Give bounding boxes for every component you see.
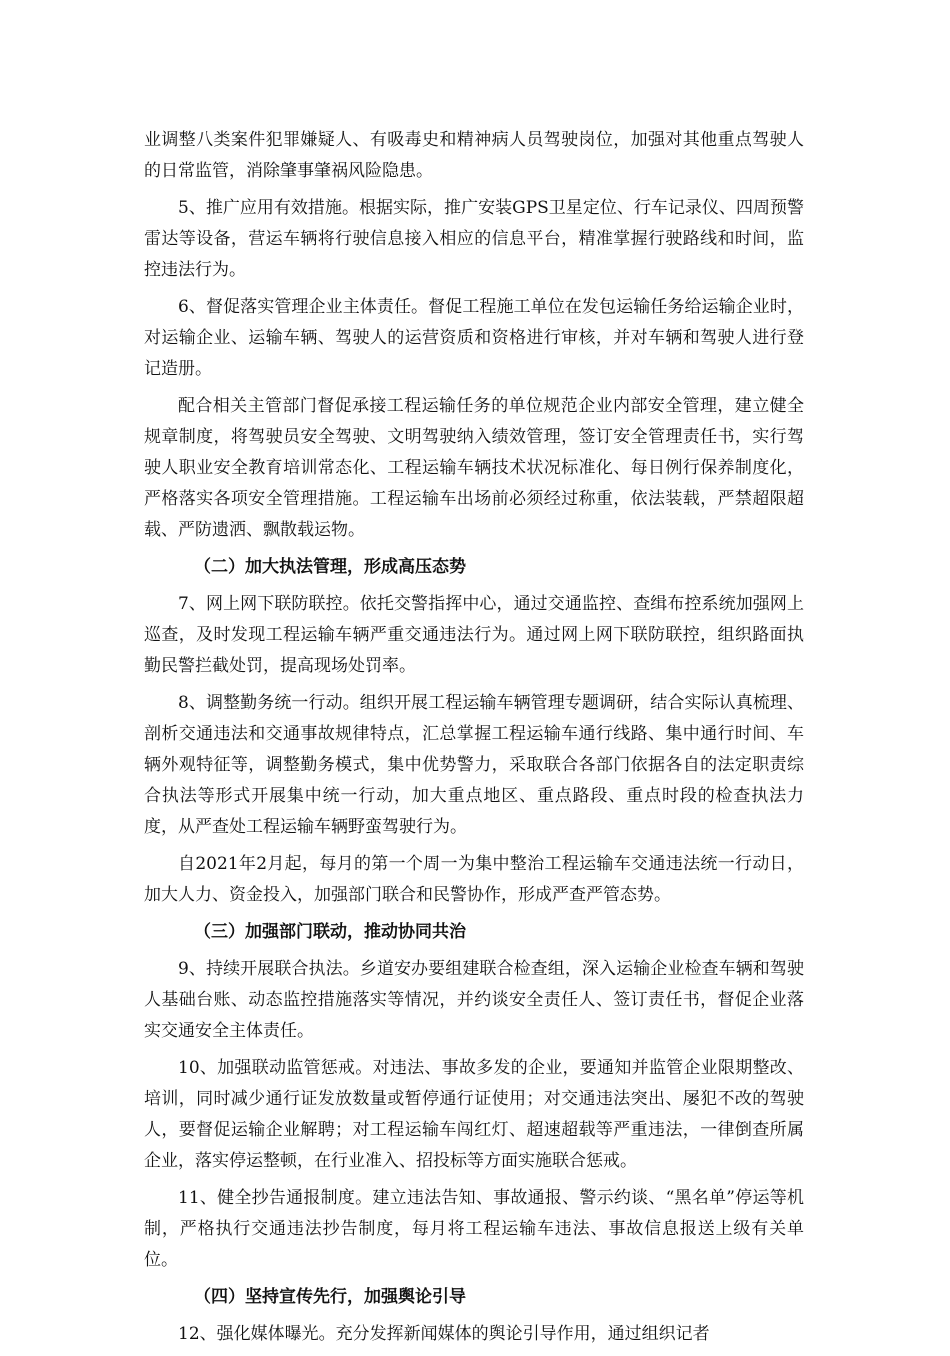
section-heading-3: （三）加强部门联动，推动协同共治 — [194, 922, 466, 942]
paragraph-action-day: 自2021年2月起，每月的第一个周一为集中整治工程运输车交通违法统一行动日，加大人力、资金投入，加强部门联合和民警协作，形成严查严管态势。 — [144, 854, 804, 905]
section-heading-2: （二）加大执法管理，形成高压态势 — [194, 557, 466, 577]
paragraph-item-7: 7、网上网下联防联控。依托交警指挥中心，通过交通监控、查缉布控系统加强网上巡查，及时发现工程运输车辆严重交通违法行为。通过网上网下联防联控，组织路面执勤民警拦截处罚，提高现场处罚率。 — [144, 594, 804, 676]
paragraph-item-8: 8、调整勤务统一行动。组织开展工程运输车辆管理专题调研，结合实际认真梳理、剖析交通违法和交通事故规律特点，汇总掌握工程运输车通行线路、集中通行时间、车辆外观特征等，调整勤务模式，集中优势警力，采取联合各部门依据各自的法定职责综合执法等形式开展集中统一行动，加大重点地区、重点路段、重点时段的检查执法力度，从严查处工程运输车辆野蛮驾驶行为。 — [144, 693, 804, 837]
paragraph-item-12: 12、强化媒体曝光。充分发挥新闻媒体的舆论引导作用，通过组织记者 — [178, 1324, 710, 1344]
paragraph-item-6: 6、督促落实管理企业主体责任。督促工程施工单位在发包运输任务给运输企业时，对运输企业、运输车辆、驾驶人的运营资质和资格进行审核，并对车辆和驾驶人进行登记造册。 — [144, 297, 804, 379]
paragraph-item-11: 11、健全抄告通报制度。建立违法告知、事故通报、警示约谈、“黑名单”停运等机制，严格执行交通违法抄告制度，每月将工程运输车违法、事故信息报送上级有关单位。 — [144, 1188, 804, 1270]
paragraph-item-9: 9、持续开展联合执法。乡道安办要组建联合检查组，深入运输企业检查车辆和驾驶人基础台账、动态监控措施落实等情况，并约谈安全责任人、签订责任书，督促企业落实交通安全主体责任。 — [144, 959, 804, 1041]
paragraph-item-5: 5、推广应用有效措施。根据实际，推广安装GPS卫星定位、行车记录仪、四周预警雷达等设备，营运车辆将行驶信息接入相应的信息平台，精准掌握行驶路线和时间，监控违法行为。 — [144, 198, 804, 280]
paragraph-item-10: 10、加强联动监管惩戒。对违法、事故多发的企业，要通知并监管企业限期整改、培训，同时减少通行证发放数量或暂停通行证使用；对交通违法突出、屡犯不改的驾驶人，要督促运输企业解聘；对工程运输车闯红灯、超速超载等严重违法，一律倒查所属企业，落实停运整顿，在行业准入、招投标等方面实施联合惩戒。 — [144, 1058, 804, 1171]
paragraph-continuation: 业调整八类案件犯罪嫌疑人、有吸毒史和精神病人员驾驶岗位，加强对其他重点驾驶人的日常监管，消除肇事肇祸风险隐患。 — [144, 130, 804, 181]
section-heading-4: （四）坚持宣传先行，加强舆论引导 — [194, 1287, 466, 1307]
paragraph-safety-management: 配合相关主管部门督促承接工程运输任务的单位规范企业内部安全管理，建立健全规章制度，将驾驶员安全驾驶、文明驾驶纳入绩效管理，签订安全管理责任书，实行驾驶人职业安全教育培训常态化、工程运输车辆技术状况标准化、每日例行保养制度化，严格落实各项安全管理措施。工程运输车出场前必须经过称重，依法装载，严禁超限超载、严防遗洒、飘散载运物。 — [144, 396, 804, 540]
document-page — [144, 125, 804, 1356]
